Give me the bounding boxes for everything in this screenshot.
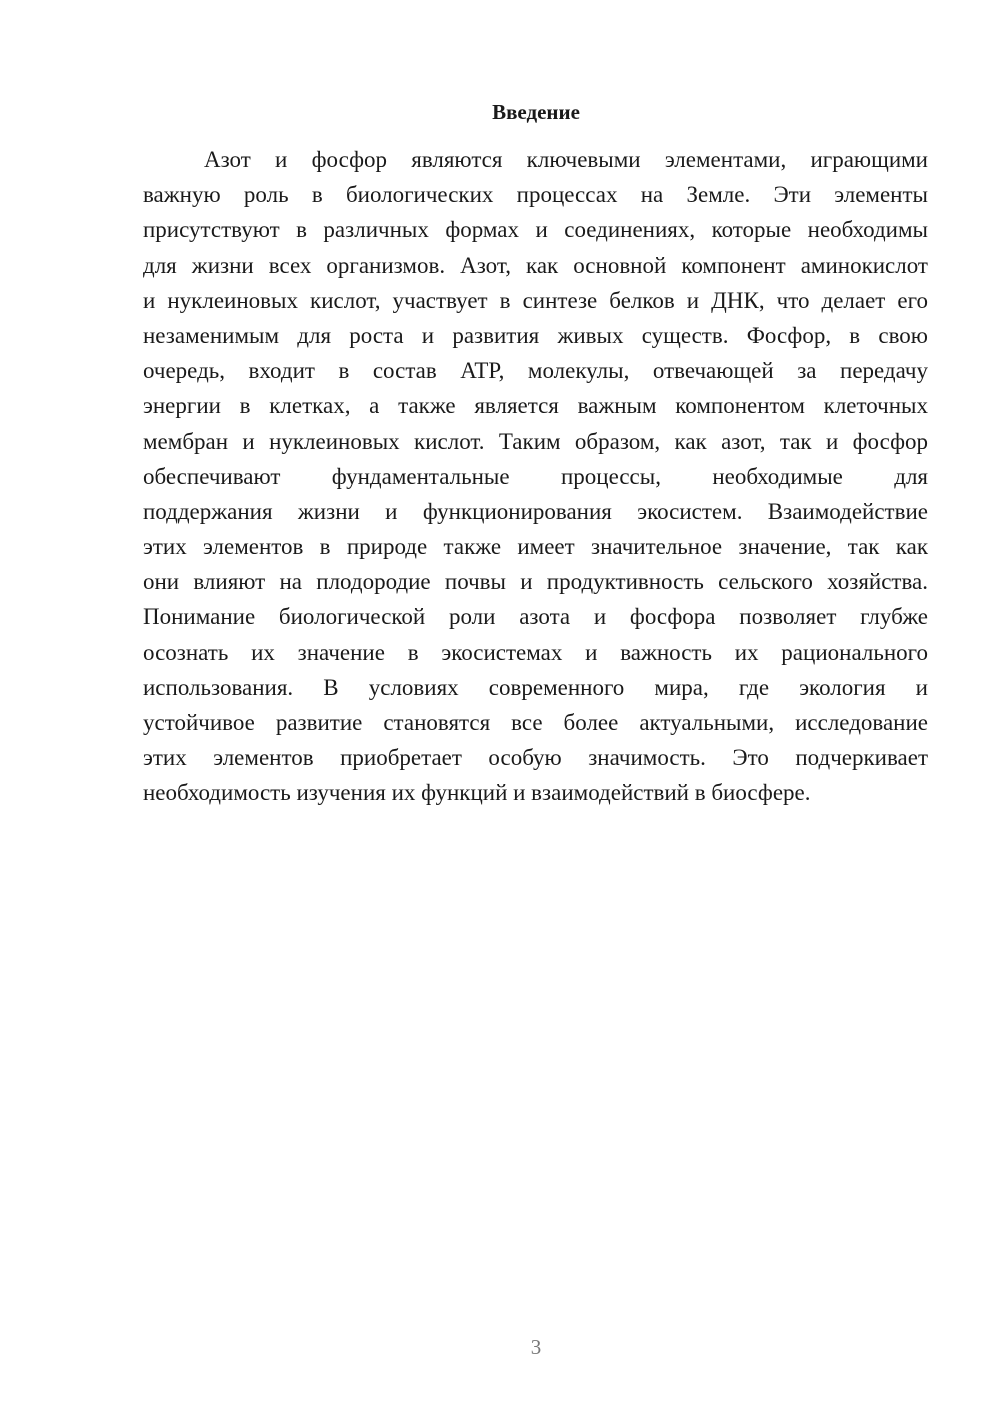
paragraph-line: Понимание биологической роли азота и фосфора позволяет глубже <box>143 604 928 630</box>
paragraph-line: энергии в клетках, а также является важным компонентом клеточных <box>143 393 928 419</box>
paragraph-line: использования. В условиях современного мира, где экология и <box>143 674 928 700</box>
section-heading: Введение <box>492 100 580 124</box>
page-number: 3 <box>530 1335 542 1359</box>
paragraph-line: и нуклеиновых кислот, участвует в синтезе белков и ДНК, что делает его <box>143 287 928 313</box>
paragraph-line: этих элементов в природе также имеет значительное значение, так как <box>143 534 928 560</box>
paragraph-line: необходимость изучения их функций и взаимодействий в биосфере. <box>143 780 811 806</box>
paragraph-line: мембран и нуклеиновых кислот. Таким образом, как азот, так и фосфор <box>143 428 928 454</box>
paragraph-line: они влияют на плодородие почвы и продуктивность сельского хозяйства. <box>143 569 928 595</box>
paragraph-line: обеспечивают фундаментальные процессы, необходимые для <box>143 463 928 489</box>
paragraph-line: для жизни всех организмов. Азот, как основной компонент аминокислот <box>143 252 928 278</box>
paragraph-line: очередь, входит в состав ATP, молекулы, отвечающей за передачу <box>143 358 928 384</box>
paragraph-line: Азот и фосфор являются ключевыми элементами, играющими <box>204 147 928 172</box>
body-paragraph <box>143 142 928 811</box>
paragraph-line: поддержания жизни и функционирования экосистем. Взаимодействие <box>143 498 928 524</box>
paragraph-line: важную роль в биологических процессах на Земле. Эти элементы <box>143 182 928 208</box>
paragraph-line: незаменимым для роста и развития живых существ. Фосфор, в свою <box>143 322 928 348</box>
paragraph-line: осознать их значение в экосистемах и важность их рационального <box>143 639 928 665</box>
paragraph-line: устойчивое развитие становятся все более актуальными, исследование <box>143 710 928 735</box>
paragraph-line: этих элементов приобретает особую значимость. Это подчеркивает <box>143 745 928 771</box>
paragraph-line: присутствуют в различных формах и соединениях, которые необходимы <box>143 217 928 243</box>
